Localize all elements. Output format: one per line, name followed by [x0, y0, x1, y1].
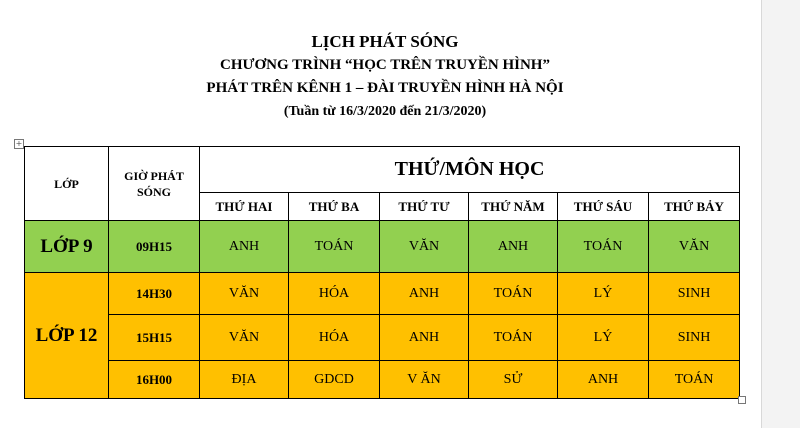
subject-cell: LÝ	[558, 273, 649, 315]
subject-cell: SỬ	[469, 361, 558, 399]
week-range: (Tuần từ 16/3/2020 đến 21/3/2020)	[283, 104, 487, 119]
class-label-lop9: LỚP 9	[25, 221, 109, 273]
time-cell: 16H00	[109, 361, 200, 399]
subject-cell: V ĂN	[380, 361, 469, 399]
header-lop: LỚP	[25, 147, 109, 221]
program-subtitle: CHƯƠNG TRÌNH “HỌC TRÊN TRUYỀN HÌNH”	[220, 57, 550, 73]
subject-cell: ANH	[380, 315, 469, 361]
day-header: THỨ NĂM	[469, 193, 558, 221]
day-header: THỨ SÁU	[558, 193, 649, 221]
subject-cell: VĂN	[649, 221, 740, 273]
subject-cell: TOÁN	[469, 315, 558, 361]
subject-cell: VĂN	[380, 221, 469, 273]
subject-cell: SINH	[649, 273, 740, 315]
subject-cell: HÓA	[289, 315, 380, 361]
day-header: THỨ BẢY	[649, 193, 740, 221]
subject-cell: TOÁN	[289, 221, 380, 273]
subject-cell: ANH	[380, 273, 469, 315]
subject-cell: ĐỊA	[200, 361, 289, 399]
header-thu-mon-hoc: THỨ/MÔN HỌC	[200, 147, 740, 193]
subject-cell: TOÁN	[649, 361, 740, 399]
time-cell: 15H15	[109, 315, 200, 361]
day-header: THỨ BA	[289, 193, 380, 221]
page-title: LỊCH PHÁT SÓNG	[311, 32, 459, 51]
subject-cell: SINH	[649, 315, 740, 361]
subject-cell: HÓA	[289, 273, 380, 315]
subject-cell: VĂN	[200, 315, 289, 361]
time-cell: 09H15	[109, 221, 200, 273]
subject-cell: ANH	[558, 361, 649, 399]
header-gio-phat-song: GIỜ PHÁT SÓNG	[109, 147, 200, 221]
subject-cell: GDCD	[289, 361, 380, 399]
subject-cell: ANH	[200, 221, 289, 273]
subject-cell: VĂN	[200, 273, 289, 315]
day-header: THỨ HAI	[200, 193, 289, 221]
schedule-table	[24, 146, 740, 399]
subject-cell: TOÁN	[558, 221, 649, 273]
subject-cell: LÝ	[558, 315, 649, 361]
table-move-handle-icon[interactable]: +	[15, 139, 23, 148]
subject-cell: ANH	[469, 221, 558, 273]
subject-cell: TOÁN	[469, 273, 558, 315]
day-header: THỨ TƯ	[380, 193, 469, 221]
time-cell: 14H30	[109, 273, 200, 315]
class-label-lop12: LỚP 12	[25, 273, 109, 399]
channel-subtitle: PHÁT TRÊN KÊNH 1 – ĐÀI TRUYỀN HÌNH HÀ NỘI	[206, 80, 564, 96]
table-resize-handle[interactable]	[738, 396, 746, 404]
